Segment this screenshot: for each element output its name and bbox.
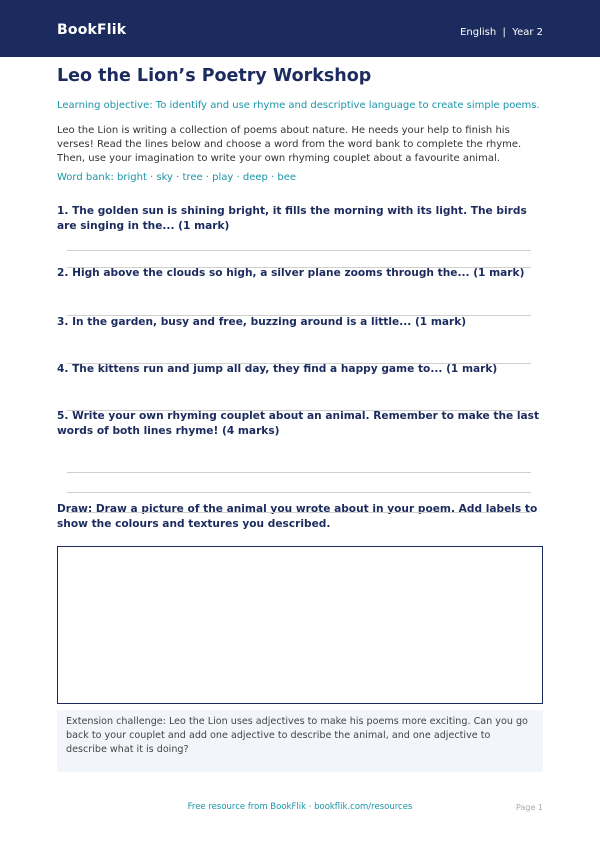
question-1: 1. The golden sun is shining bright, it fills the morning with its light. The birds are singing in the... (1 mark)	[57, 205, 527, 232]
answer-line-5a[interactable]	[67, 410, 531, 411]
draw-prompt: Draw: Draw a picture of the animal you wrote about in your poem. Add labels to show the colours and textures you described.	[57, 503, 538, 530]
question-3: 3. In the garden, busy and free, buzzing around is a little... (1 mark)	[57, 316, 467, 328]
extension-challenge: Extension challenge: Leo the Lion uses adjectives to make his poems more exciting. Can you go back to your couplet and add one adjective to describe the animal, and one adjective to describe what it is doing?	[57, 710, 543, 772]
answer-line-5b[interactable]	[67, 472, 531, 473]
question-4: 4. The kittens run and jump all day, they find a happy game to... (1 mark)	[57, 363, 498, 375]
question-5: 5. Write your own rhyming couplet about an animal. Remember to make the last words of both lines rhyme! (4 marks)	[57, 410, 540, 437]
learning-objective: Learning objective: To identify and use rhyme and descriptive language to create simple poems.	[57, 100, 540, 111]
page-number: Page 1	[516, 803, 543, 812]
subject-label: English | Year 2	[460, 27, 543, 38]
answer-line-draw	[67, 512, 531, 513]
brand-logo: BookFlik	[57, 22, 127, 38]
answer-line-1[interactable]	[67, 250, 531, 251]
drawing-area[interactable]	[57, 546, 543, 704]
intro-paragraph: Leo the Lion is writing a collection of poems about nature. He needs your help to finish his verses! Read the lines below and choose a word from the word bank to complete the rhyme. Then, use your imagination to write your own rhyming couplet about a favourite animal.	[57, 125, 522, 164]
footer-credit: Free resource from BookFlik · bookflik.com/resources	[187, 802, 413, 812]
answer-line-3[interactable]	[67, 315, 531, 316]
answer-line-2[interactable]	[67, 267, 531, 268]
page-title: Leo the Lion’s Poetry Workshop	[57, 66, 372, 86]
question-2: 2. High above the clouds so high, a silver plane zooms through the... (1 mark)	[57, 267, 525, 279]
answer-line-5c[interactable]	[67, 492, 531, 493]
answer-line-4[interactable]	[67, 363, 531, 364]
word-bank: Word bank: bright · sky · tree · play · deep · bee	[57, 172, 297, 183]
page-header	[0, 0, 600, 57]
